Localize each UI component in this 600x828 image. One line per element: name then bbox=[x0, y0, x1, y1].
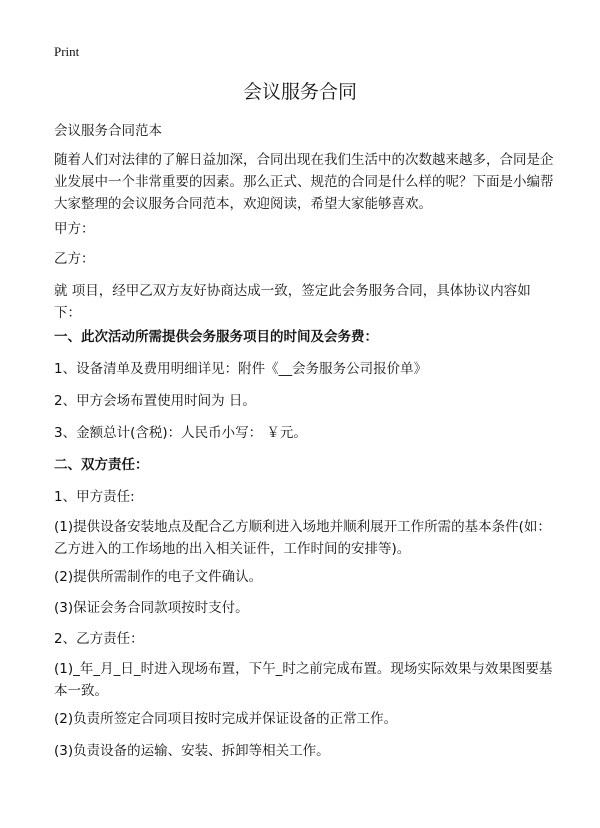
party-a-duty-3: (3)保证会务合同款项按时支付。 bbox=[54, 600, 249, 616]
party-a-line: 甲方： bbox=[54, 221, 95, 237]
section-1-item-1: 1、设备清单及费用明细详见：附件《__会务服务公司报价单》 bbox=[54, 361, 428, 377]
party-b-line: 乙方： bbox=[54, 251, 95, 267]
party-a-duty-1: (1)提供设备安装地点及配合乙方顺利进入场地并顺利展开工作所需的基本条件(如：乙方进入的工作场地的出入相关证件，工作时间的安排等)。 bbox=[54, 519, 551, 557]
party-b-duties-title: 2、乙方责任： bbox=[54, 631, 144, 647]
intro-paragraph: 随着人们对法律的了解日益加深，合同出现在我们生活中的次数越来越多，合同是企业发展中一个非常重要的因素。那么正式、规范的合同是什么样的呢？下面是小编帮大家整理的会议服务合同范本，欢迎阅读，希望大家能够喜欢。 bbox=[54, 152, 554, 212]
party-b-duty-2: (2)负责所签定合同项目按时完成并保证设备的正常工作。 bbox=[54, 711, 398, 727]
subtitle: 会议服务合同范本 bbox=[54, 123, 162, 139]
party-a-duty-2: (2)提供所需制作的电子文件确认。 bbox=[54, 569, 263, 585]
party-b-duty-3: (3)负责设备的运输、安装、拆卸等相关工作。 bbox=[54, 743, 330, 759]
document-title: 会议服务合同 bbox=[242, 81, 357, 103]
party-a-duties-title: 1、甲方责任: bbox=[54, 489, 135, 505]
section-2-heading: 二、双方责任： bbox=[54, 457, 149, 473]
section-1-heading: 一、此次活动所需提供会务服务项目的时间及会务费： bbox=[54, 329, 378, 345]
print-label: Print bbox=[54, 44, 80, 59]
section-1-item-3: 3、金额总计(含税)：人民币小写： ￥元。 bbox=[54, 425, 307, 441]
section-1-item-2: 2、甲方会场布置使用时间为 日。 bbox=[54, 393, 256, 409]
party-b-duty-1: (1)_年_月_日_时进入现场布置，下午_时之前完成布置。现场实际效果与效果图要基本一致。 bbox=[54, 661, 553, 699]
agreement-paragraph: 就 项目，经甲乙双方友好协商达成一致，签定此会务服务合同，具体协议内容如下： bbox=[54, 283, 531, 321]
